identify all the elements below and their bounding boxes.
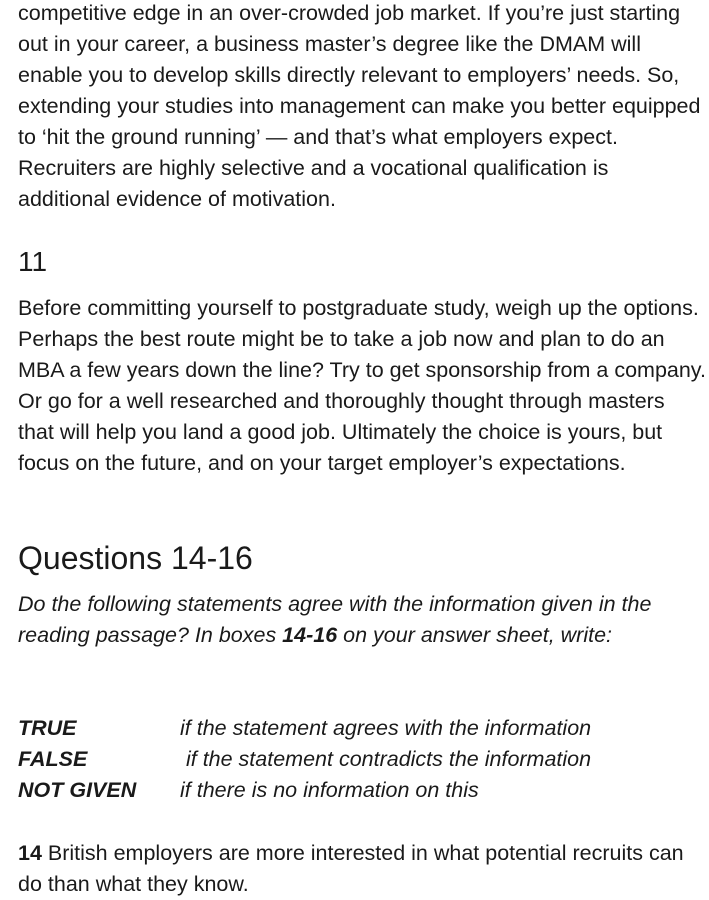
legend-term: TRUE bbox=[18, 716, 77, 740]
passage-paragraph-intro: competitive edge in an over-crowded job market. If you’re just starting out in your career, a business master’s degree like the DMAM will enable you to develop skills directly relevant to employers’ needs. So, extending your studies into management can make you better equipped to ‘hit the ground running’ — and that’s what employers expect. Recruiters are highly selective and a vocational qualification is additional evidence of motivation. bbox=[18, 1, 701, 211]
legend-term: NOT GIVEN bbox=[18, 778, 137, 802]
legend-row-true bbox=[18, 713, 706, 744]
answer-legend bbox=[18, 713, 706, 806]
legend-row-false bbox=[18, 744, 706, 775]
legend-term: FALSE bbox=[18, 747, 88, 771]
section-number: 11 bbox=[18, 246, 48, 277]
questions-heading: Questions 14-16 bbox=[18, 540, 253, 576]
questions-instructions bbox=[18, 589, 706, 651]
legend-row-not-given bbox=[18, 775, 706, 806]
question-14 bbox=[18, 838, 706, 900]
question-text: British employers are more interested in what potential recruits can do than what they know. bbox=[18, 841, 684, 896]
legend-definition: if there is no information on this bbox=[180, 778, 479, 802]
instructions-text-2: on your answer sheet, write: bbox=[337, 623, 613, 647]
instructions-box-range: 14-16 bbox=[282, 623, 338, 647]
legend-definition: if the statement agrees with the information bbox=[180, 716, 592, 740]
passage-paragraph-11: Before committing yourself to postgraduate study, weigh up the options. Perhaps the best route might be to take a job now and plan to do an MBA a few years down the line? Try to get sponsorship from a company. Or go for a well researched and thoroughly thought through masters that will help you land a good job. Ultimately the choice is yours, but focus on the future, and on your target employer’s expectations. bbox=[18, 296, 706, 475]
legend-definition: if the statement contradicts the information bbox=[180, 747, 592, 771]
question-number: 14 bbox=[18, 841, 42, 865]
instructions-text-1: Do the following statements agree with the information given in the reading passage? In boxes bbox=[18, 592, 652, 647]
